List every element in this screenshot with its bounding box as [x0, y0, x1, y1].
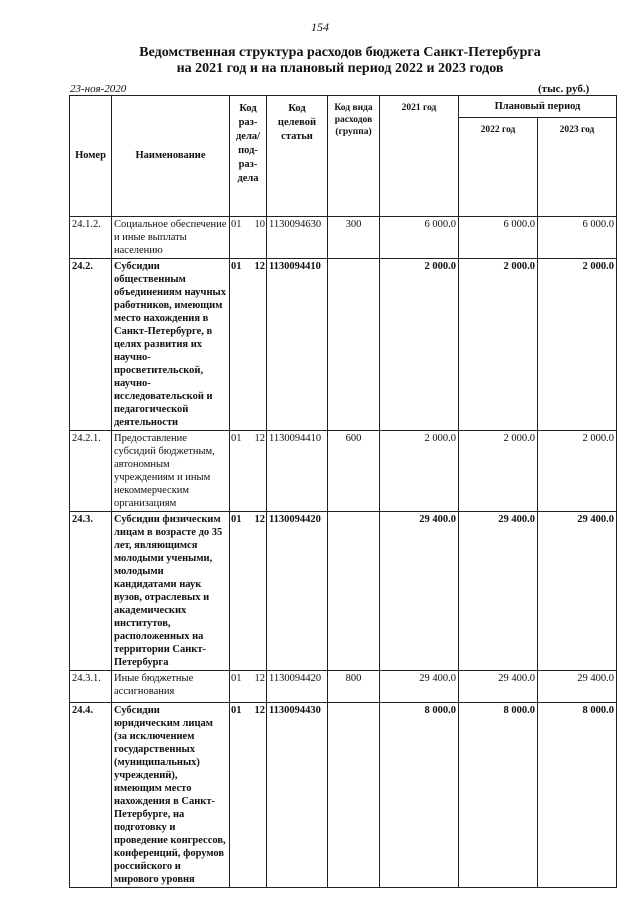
row-2023: 2 000.0 [538, 431, 617, 512]
title-line-2: на 2021 год и на плановый период 2022 и 2023 годов [176, 61, 504, 76]
row-number: 24.2. [70, 259, 112, 431]
row-section [230, 259, 267, 431]
header-section: Код раз-дела/ под-раз-дела [230, 96, 267, 217]
subsection-code: 12 [254, 673, 265, 684]
table-row [70, 671, 617, 703]
section-code: 01 [231, 705, 242, 716]
section-code: 01 [231, 433, 242, 444]
page-number: 154 [311, 20, 329, 34]
header-number: Номер [70, 96, 112, 217]
header-2023: 2023 год [538, 118, 617, 217]
row-2021: 8 000.0 [380, 703, 459, 888]
row-number: 24.3.1. [70, 671, 112, 703]
row-section [230, 431, 267, 512]
row-2023: 29 400.0 [538, 671, 617, 703]
row-2022: 29 400.0 [459, 512, 538, 671]
row-2021: 6 000.0 [380, 217, 459, 259]
subsection-code: 12 [254, 705, 265, 716]
header-2022: 2022 год [459, 118, 538, 217]
section-code: 01 [231, 219, 242, 230]
table-row [70, 431, 617, 512]
subsection-code: 12 [254, 514, 265, 525]
row-2022: 6 000.0 [459, 217, 538, 259]
row-2023: 8 000.0 [538, 703, 617, 888]
row-target: 1130094420 [267, 671, 328, 703]
row-expense-type [328, 259, 380, 431]
row-target: 1130094420 [267, 512, 328, 671]
row-number: 24.2.1. [70, 431, 112, 512]
row-section [230, 671, 267, 703]
row-target: 1130094630 [267, 217, 328, 259]
row-section [230, 217, 267, 259]
header-name: Наименование [112, 96, 230, 217]
row-expense-type [328, 703, 380, 888]
subsection-code: 12 [254, 433, 265, 444]
title-line-1: Ведомственная структура расходов бюджета Санкт-Петербурга [139, 45, 541, 60]
header-target: Код целевой статьи [267, 96, 328, 217]
row-2021: 29 400.0 [380, 671, 459, 703]
row-name: Субсидии общественным объединениям научных работников, имеющим место нахождения в Санкт-Петербурге, в целях развития их научно-просветительской, научно-исследовательской и педагогической деятельности [112, 259, 230, 431]
header-2021: 2021 год [380, 96, 459, 217]
row-number: 24.4. [70, 703, 112, 888]
units-label: (тыс. руб.) [538, 83, 590, 95]
row-name: Субсидии юридическим лицам (за исключением государственных (муниципальных) учреждений), имеющим место нахождения в Санкт-Петербурге, на подготовку и проведение конгрессов, конференций, форумов российского и мирового уровня [112, 703, 230, 888]
table-row [70, 259, 617, 431]
row-target: 1130094430 [267, 703, 328, 888]
document-date: 23-ноя-2020 [70, 83, 127, 95]
row-2023: 29 400.0 [538, 512, 617, 671]
row-number: 24.1.2. [70, 217, 112, 259]
row-expense-type: 300 [328, 217, 380, 259]
row-name: Субсидии физическим лицам в возрасте до 35 лет, являющимся молодыми учеными, молодыми кандидатами наук вузов, отраслевых и академических институтов, расположенных на территории Санкт-Петербурга [112, 512, 230, 671]
header-planned-period: Плановый период [459, 96, 617, 118]
row-target: 1130094410 [267, 259, 328, 431]
table-row [70, 512, 617, 671]
row-name: Социальное обеспечение и иные выплаты населению [112, 217, 230, 259]
subsection-code: 12 [254, 261, 265, 272]
row-target: 1130094410 [267, 431, 328, 512]
section-code: 01 [231, 673, 242, 684]
document-title [40, 45, 640, 77]
table-row [70, 703, 617, 888]
section-code: 01 [231, 514, 242, 525]
row-name: Иные бюджетные ассигнования [112, 671, 230, 703]
row-2022: 2 000.0 [459, 259, 538, 431]
row-2021: 2 000.0 [380, 259, 459, 431]
row-expense-type: 600 [328, 431, 380, 512]
row-2021: 29 400.0 [380, 512, 459, 671]
budget-table [69, 95, 617, 888]
section-code: 01 [231, 261, 242, 272]
row-number: 24.3. [70, 512, 112, 671]
row-expense-type: 800 [328, 671, 380, 703]
table-row [70, 217, 617, 259]
row-2023: 2 000.0 [538, 259, 617, 431]
header-expense-type: Код вида расходов (группа) [328, 96, 380, 217]
row-2022: 8 000.0 [459, 703, 538, 888]
row-2023: 6 000.0 [538, 217, 617, 259]
row-name: Предоставление субсидий бюджетным, автономным учреждениям и иным некоммерческим организациям [112, 431, 230, 512]
row-2021: 2 000.0 [380, 431, 459, 512]
subsection-code: 10 [254, 219, 265, 230]
row-2022: 2 000.0 [459, 431, 538, 512]
row-section [230, 703, 267, 888]
row-2022: 29 400.0 [459, 671, 538, 703]
row-expense-type [328, 512, 380, 671]
row-section [230, 512, 267, 671]
